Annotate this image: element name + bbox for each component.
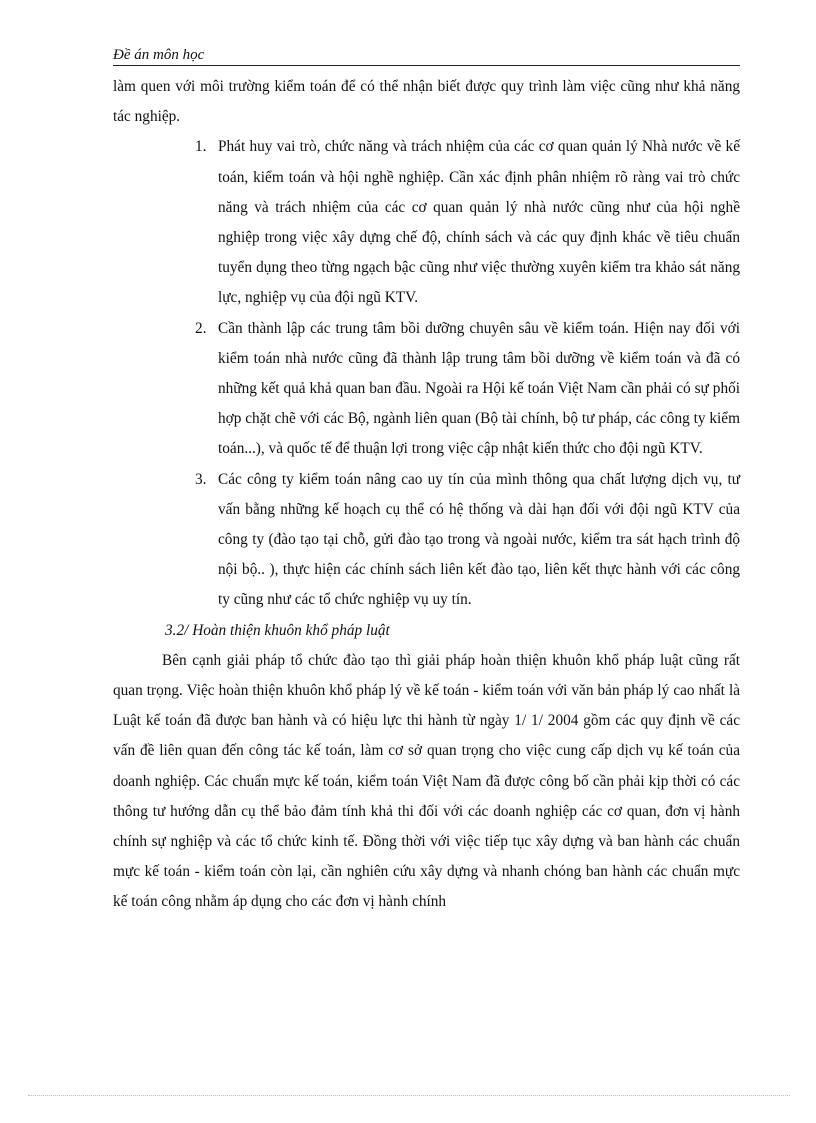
list-item-number: 3. [195,470,207,488]
list-item-number: 2. [195,319,207,337]
section-paragraph: Bên cạnh giải pháp tổ chức đào tạo thì giải pháp hoàn thiện khuôn khổ pháp luật cũng rất quan trọng. Việc hoàn thiện khuôn khổ pháp lý về kế toán - kiểm toán với văn bản pháp lý cao nhất là Luật kế toán đã được ban hành và có hiệu lực thi hành từ ngày 1/ 1/ 2004 gồm các quy định về các vấn đề liên quan đến công tác kế toán, làm cơ sở quan trọng cho việc cung cấp dịch vụ kế toán của doanh nghiệp. Các chuẩn mực kế toán, kiểm toán Việt Nam đã được công bố cần phải kịp thời có các thông tư hướng dẫn cụ thể bảo đảm tính khả thi đối với các doanh nghiệp các cơ quan, đơn vị hành chính sự nghiệp và các tổ chức kinh tế. Đồng thời với việc tiếp tục xây dựng và ban hành các chuẩn mực kế toán - kiểm toán còn lại, cần nghiên cứu xây dựng và nhanh chóng ban hành các chuẩn mực kế toán công nhằm áp dụng cho các đơn vị hành chính [113,651,740,911]
list-item-text: Phát huy vai trò, chức năng và trách nhiệm của các cơ quan quản lý Nhà nước về kế toán, kiểm toán và hội nghề nghiệp. Cần xác định phân nhiệm rõ ràng vai trò chức năng và trách nhiệm của các cơ quan quản lý nhà nước cũng như của hội nghề nghiệp trong việc xây dựng chế độ, chính sách và các quy định khác về tiêu chuẩn tuyển dụng theo từng ngạch bậc cũng như việc thường xuyên kiểm tra khảo sát năng lực, nghiệp vụ của đội ngũ KTV. [218,138,740,307]
numbered-list [113,132,740,615]
list-item-text: Cần thành lập các trung tâm bồi dưỡng chuyên sâu về kiểm toán. Hiện nay đối với kiểm toán nhà nước cũng đã thành lập trung tâm bồi dưỡng về kiểm toán và đã có những kết quả khả quan ban đầu. Ngoài ra Hội kế toán Việt Nam cần phải có sự phối hợp chặt chẽ với các Bộ, ngành liên quan (Bộ tài chính, bộ tư pháp, các công ty kiểm toán...), và quốc tế để thuận lợi trong việc cập nhật kiến thức cho đội ngũ KTV. [218,319,740,458]
page-header: Đề án môn học [113,46,740,66]
page-bottom-divider [28,1095,790,1096]
intro-paragraph: làm quen với môi trường kiểm toán để có thể nhận biết được quy trình làm việc cũng như khả năng tác nghiệp. [113,78,740,126]
section-heading: 3.2/ Hoàn thiện khuôn khổ pháp luật [165,621,390,639]
list-item [195,465,740,616]
list-item [195,314,740,465]
document-body [113,72,740,918]
list-item-text: Các công ty kiểm toán nâng cao uy tín của mình thông qua chất lượng dịch vụ, tư vấn bằng những kế hoạch cụ thể có hệ thống và dài hạn đối với đội ngũ KTV của công ty (đào tạo tại chỗ, gửi đào tạo trong và ngoài nước, kiểm tra sát hạch trình độ nội bộ.. ), thực hiện các chính sách liên kết đào tạo, liên kết thực hành với các công ty cũng như các tổ chức nghiệp vụ uy tín. [218,470,740,609]
list-item [195,132,740,313]
list-item-number: 1. [195,138,207,156]
